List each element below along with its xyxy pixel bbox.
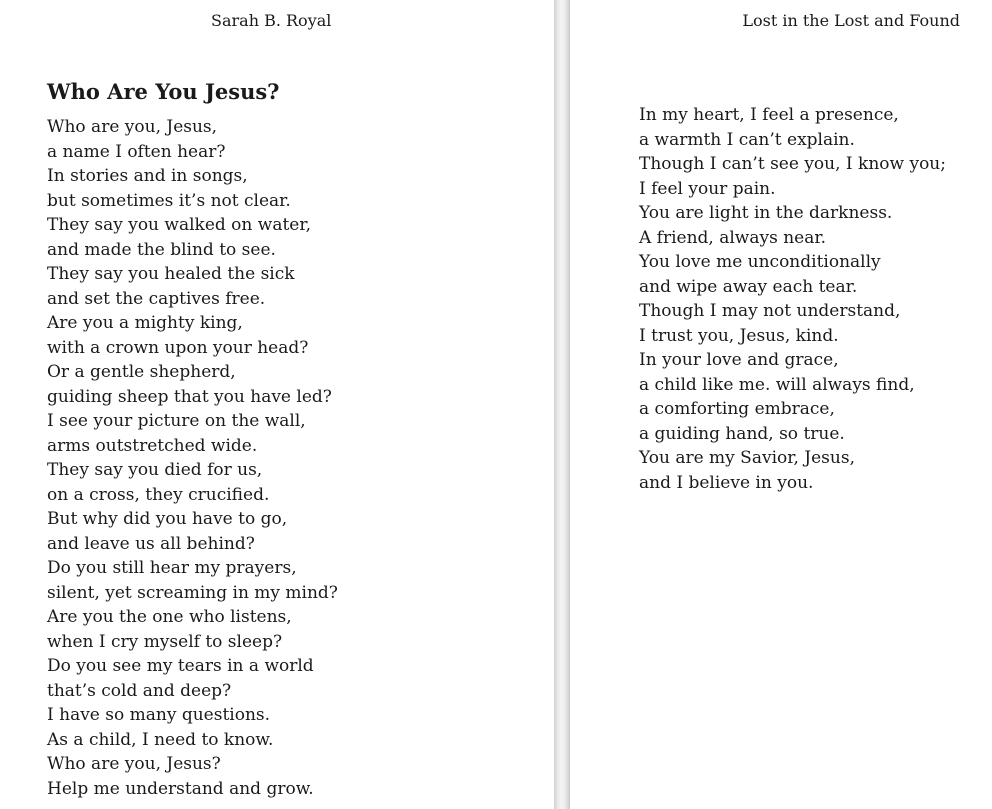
- poem-line: a guiding hand, so true.: [639, 423, 845, 444]
- poem-line: In stories and in songs,: [47, 166, 248, 186]
- poem-line: Or a gentle shepherd,: [47, 362, 236, 382]
- running-head-author: Sarah B. Royal: [211, 11, 332, 30]
- poem-line: and leave us all behind?: [47, 533, 255, 554]
- poem-line: You are my Savior, Jesus,: [639, 448, 855, 468]
- poem-line: I feel your pain.: [639, 178, 776, 199]
- poem-body-right: [639, 103, 946, 495]
- poem-line: You are light in the darkness.: [639, 203, 893, 223]
- poem-line: But why did you have to go,: [47, 509, 288, 529]
- poem-line: a warmth I can’t explain.: [639, 129, 855, 150]
- book-gutter: [554, 0, 570, 809]
- poem-line: a comforting embrace,: [639, 399, 835, 419]
- poem-line: and set the captives free.: [47, 288, 266, 309]
- poem-line: Who are you, Jesus,: [47, 117, 218, 137]
- poem-line: a name I often hear?: [47, 141, 226, 162]
- poem-line: Though I may not understand,: [639, 301, 901, 321]
- poem-line: A friend, always near.: [639, 227, 827, 248]
- poem-line: They say you healed the sick: [47, 264, 295, 284]
- poem-line: As a child, I need to know.: [47, 729, 274, 750]
- poem-line: and I believe in you.: [639, 472, 814, 493]
- poem-line: In your love and grace,: [639, 350, 839, 370]
- poem-line: Help me understand and grow.: [47, 778, 314, 799]
- poem-line: but sometimes it’s not clear.: [47, 190, 291, 211]
- poem-line: with a crown upon your head?: [47, 337, 309, 358]
- poem-line: Are you the one who listens,: [47, 607, 292, 627]
- poem-line: Do you still hear my prayers,: [47, 558, 297, 578]
- poem-line: and wipe away each tear.: [639, 276, 858, 297]
- poem-line: that’s cold and deep?: [47, 680, 232, 701]
- poem-line: silent, yet screaming in my mind?: [47, 582, 338, 603]
- poem-line: when I cry myself to sleep?: [47, 631, 283, 652]
- poem-line: Though I can’t see you, I know you;: [639, 154, 946, 174]
- poem-body-left: [47, 115, 338, 801]
- poem-line: They say you walked on water,: [47, 215, 312, 235]
- poem-line: guiding sheep that you have led?: [47, 386, 332, 407]
- poem-line: and made the blind to see.: [47, 239, 276, 260]
- poem-line: They say you died for us,: [47, 460, 263, 480]
- running-head-book-title: Lost in the Lost and Found: [742, 11, 960, 30]
- poem-line: on a cross, they crucified.: [47, 484, 270, 505]
- poem-line: arms outstretched wide.: [47, 435, 258, 456]
- poem-line: In my heart, I feel a presence,: [639, 105, 899, 125]
- poem-line: I have so many questions.: [47, 705, 271, 725]
- poem-line: I trust you, Jesus, kind.: [639, 325, 839, 346]
- poem-line: a child like me. will always find,: [639, 374, 915, 395]
- poem-title: Who Are You Jesus?: [47, 79, 280, 104]
- poem-line: You love me unconditionally: [639, 252, 881, 272]
- poem-line: Are you a mighty king,: [47, 313, 243, 333]
- poem-line: Do you see my tears in a world: [47, 656, 314, 676]
- poem-line: Who are you, Jesus?: [47, 754, 221, 774]
- right-page: [570, 0, 992, 809]
- poem-line: I see your picture on the wall,: [47, 411, 306, 431]
